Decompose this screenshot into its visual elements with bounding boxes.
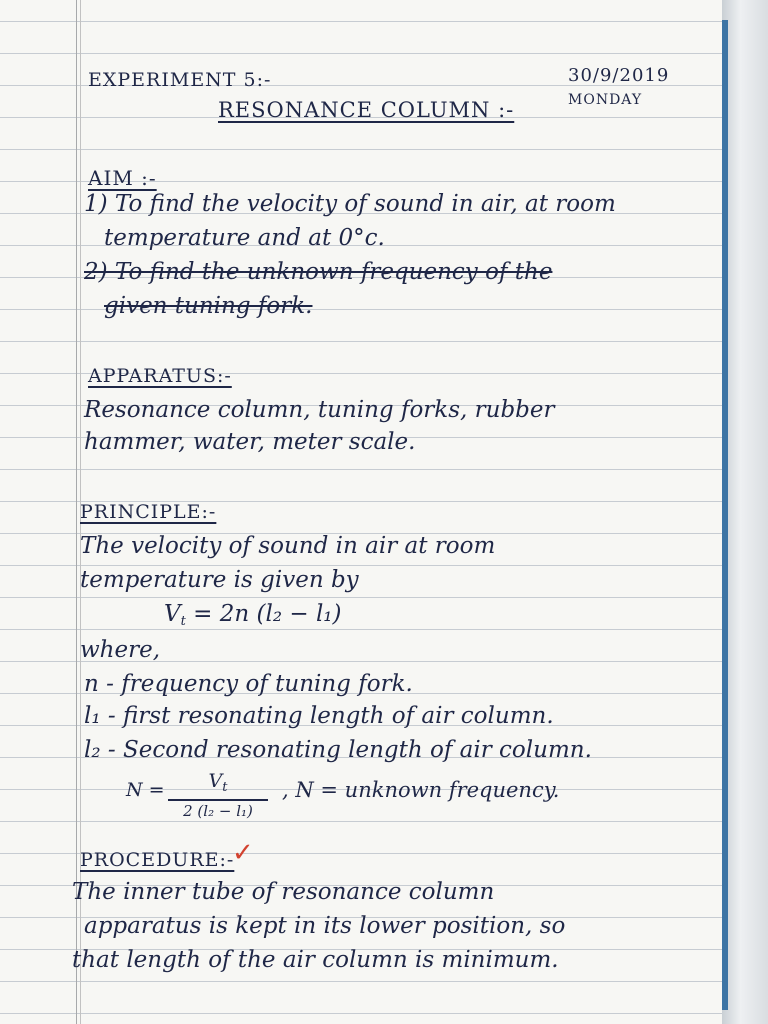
principle-line-2: temperature is given by (80, 567, 359, 593)
n-formula-num-sub: t (222, 780, 228, 795)
n-formula-lhs: N = (126, 779, 165, 801)
margin-line (76, 0, 77, 1024)
notebook-binding-strip (722, 20, 728, 1010)
definition-l1: l₁ - first resonating length of air column. (84, 703, 554, 729)
definition-l2: l₂ - Second resonating length of air column. (84, 737, 592, 763)
aim-line-1: 1) To find the velocity of sound in air, at room (84, 191, 616, 217)
aim-line-3: 2) To find the unknown frequency of the (84, 259, 553, 285)
formula-lhs-sub: t (180, 614, 186, 629)
notebook-edge (722, 0, 768, 1024)
definition-n: n - frequency of tuning fork. (84, 671, 413, 697)
n-formula-numerator (209, 770, 228, 799)
velocity-formula (164, 600, 342, 636)
n-formula-note: , N = unknown frequency. (282, 778, 560, 802)
formula-lhs: V (164, 601, 181, 627)
aim-line-2-start: temperature (104, 225, 251, 251)
formula-rhs: = 2n (l₂ − l₁) (193, 601, 342, 627)
day-text: MONDAY (568, 92, 643, 108)
aim-line-2 (104, 224, 385, 252)
check-mark-icon: ✓ (232, 838, 254, 868)
n-formula-fraction (168, 770, 268, 821)
principle-heading: PRINCIPLE:- (80, 501, 217, 523)
n-formula-num-v: V (208, 770, 223, 792)
aim-heading: AIM :- (88, 166, 157, 190)
procedure-heading: PROCEDURE:- (80, 849, 235, 871)
page-title: RESONANCE COLUMN :- (218, 98, 515, 122)
where-text: where, (80, 637, 161, 663)
apparatus-heading: APPARATUS:- (88, 365, 232, 387)
procedure-line-2: apparatus is kept in its lower position, so (84, 913, 566, 939)
n-formula-denominator: 2 (l₂ − l₁) (183, 802, 253, 820)
date-text: 30/9/2019 (568, 65, 670, 86)
procedure-line-3: that length of the air column is minimum. (72, 947, 559, 973)
aim-line-4: given tuning fork. (104, 293, 313, 319)
procedure-line-1: The inner tube of resonance column (72, 879, 495, 905)
experiment-heading: EXPERIMENT 5:- (88, 69, 272, 91)
principle-line-1: The velocity of sound in air at room (80, 533, 496, 559)
apparatus-line-2: hammer, water, meter scale. (84, 429, 416, 455)
aim-line-2-end: and at 0°c. (250, 225, 385, 251)
apparatus-line-1: Resonance column, tuning forks, rubber (84, 397, 555, 423)
